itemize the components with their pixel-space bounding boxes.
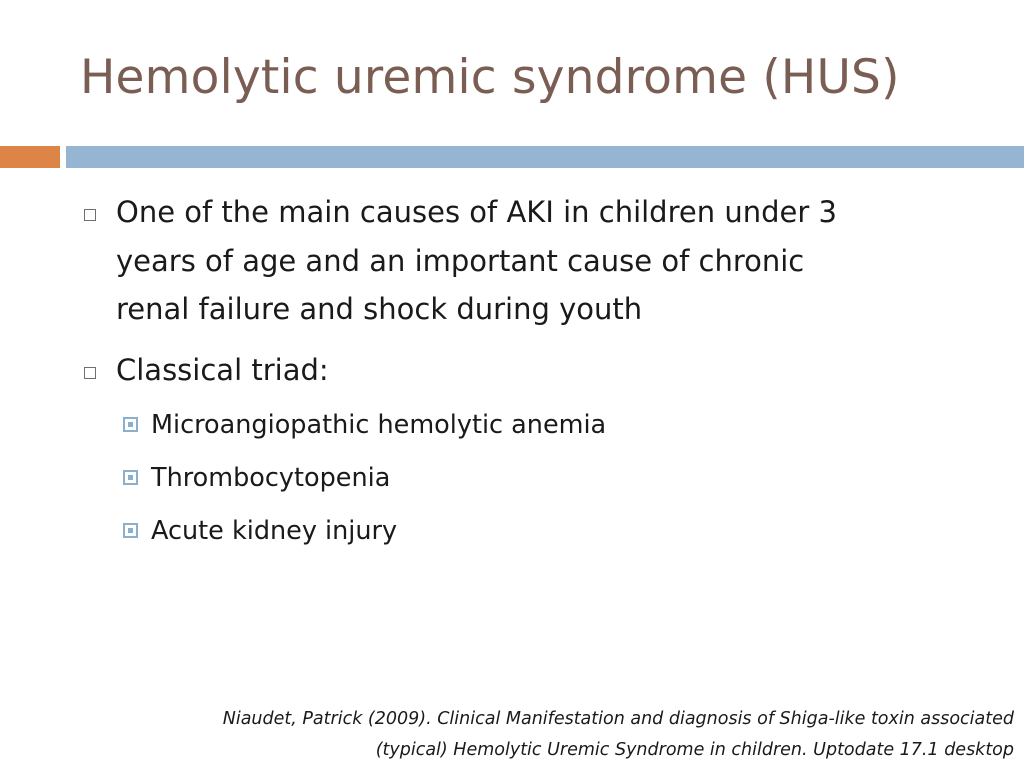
- bullet-text: [116, 188, 956, 334]
- slide-title: Hemolytic uremic syndrome (HUS): [80, 50, 900, 105]
- bullet-text-line: renal failure and shock during youth: [116, 292, 643, 326]
- filled-square-bullet-icon: [123, 417, 138, 432]
- sub-bullet-text: Thrombocytopenia: [151, 463, 391, 493]
- sub-bullet-text: Acute kidney injury: [151, 516, 398, 546]
- bullet-text-line: years of age and an important cause of chronic: [116, 243, 805, 278]
- filled-square-bullet-icon: [123, 470, 138, 485]
- accent-bar-blue: [66, 146, 1024, 168]
- citation-line: Niaudet, Patrick (2009). Clinical Manifestation and diagnosis of Shiga-like toxin associated: [222, 709, 1014, 729]
- hollow-square-bullet-icon: [84, 367, 96, 379]
- sub-bullet-text: Microangiopathic hemolytic anemia: [151, 410, 607, 440]
- citation: [54, 704, 1014, 766]
- hollow-square-bullet-icon: [84, 209, 96, 221]
- filled-square-bullet-icon: [123, 523, 138, 538]
- bullet-text: Classical triad:: [116, 353, 329, 387]
- bullet-text-line: One of the main causes of AKI in children under 3: [116, 195, 837, 229]
- citation-line: (typical) Hemolytic Uremic Syndrome in children. Uptodate 17.1 desktop: [375, 740, 1014, 760]
- accent-bar-orange: [0, 146, 60, 168]
